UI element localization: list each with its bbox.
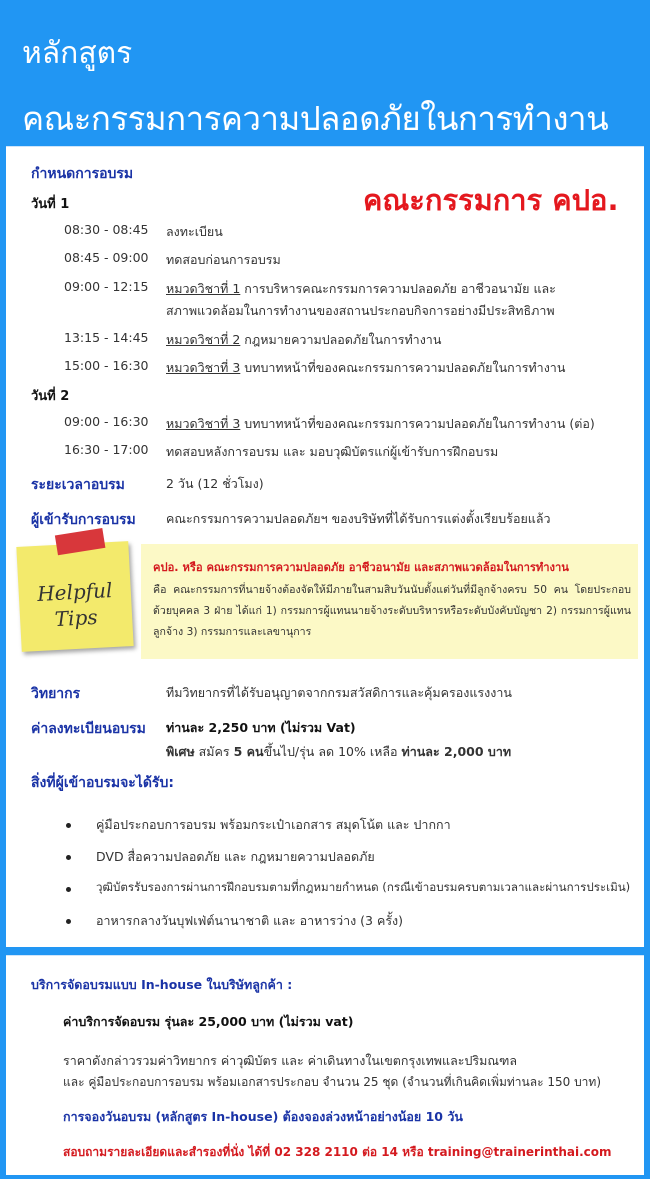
note-line: Helpful: [36, 578, 113, 606]
schedule-heading: กำหนดการอบรม: [31, 166, 134, 182]
fee-regular: ท่านละ 2,250 บาท (ไม่รวม Vat): [166, 720, 356, 735]
unit-label: หมวดวิชาที่ 3: [166, 360, 241, 375]
inhouse-price: ค่าบริการจัดอบรม รุ่นละ 25,000 บาท (ไม่รวม vat): [63, 1014, 354, 1029]
day2-label: วันที่ 2: [31, 389, 70, 404]
schedule-text: หมวดวิชาที่ 2 กฎหมายความปลอดภัยในการทำงาน: [166, 332, 442, 347]
schedule-text: หมวดวิชาที่ 3 บทบาทหน้าที่ของคณะกรรมการความปลอดภัยในการทำงาน: [166, 360, 566, 375]
tips-box: [141, 544, 638, 659]
schedule-time: 16:30 - 17:00: [64, 442, 149, 457]
schedule-text: ทดสอบหลังการอบรม และ มอบวุฒิบัตรแก่ผู้เข้ารับการฝึกอบรม: [166, 444, 499, 459]
bullet-icon: [66, 919, 71, 924]
benefit-item: DVD สื่อความปลอดภัย และ กฎหมายความปลอดภัย: [96, 849, 375, 864]
benefits-heading: สิ่งที่ผู้เข้าอบรมจะได้รับ:: [31, 775, 174, 791]
benefit-item: อาหารกลางวันบุฟเฟ่ต์นานาชาติ และ อาหารว่าง (3 ครั้ง): [96, 913, 404, 928]
inhouse-desc: และ คู่มือประกอบการอบรม พร้อมเอกสารประกอบ จำนวน 25 ชุด (จำนวนที่เกินคิดเพิ่มท่านละ 150 บาท): [63, 1075, 602, 1089]
attendees-value: คณะกรรมการความปลอดภัยฯ ของบริษัทที่ได้รับการแต่งตั้งเรียบร้อยแล้ว: [166, 511, 551, 526]
booking-note: การจองวันอบรม (หลักสูตร In-house) ต้องจองล่วงหน้าอย่างน้อย 10 วัน: [63, 1109, 463, 1124]
unit-label: หมวดวิชาที่ 1: [166, 281, 241, 296]
inhouse-desc: ราคาดังกล่าวรวมค่าวิทยากร ค่าวุฒิบัตร และ ค่าเดินทางในเขตกรุงเทพและปริมณฑล: [63, 1053, 517, 1068]
inhouse-heading: บริการจัดอบรมแบบ In-house ในบริษัทลูกค้า :: [31, 977, 293, 992]
unit-label: หมวดวิชาที่ 3: [166, 416, 241, 431]
day1-label: วันที่ 1: [31, 197, 70, 212]
schedule-time: 09:00 - 12:15: [64, 279, 149, 294]
page-header: [0, 0, 650, 146]
schedule-time: 13:15 - 14:45: [64, 330, 149, 345]
course-label: หลักสูตร: [22, 36, 133, 71]
duration-label: ระยะเวลาอบรม: [31, 477, 125, 493]
note-line: Tips: [54, 604, 99, 632]
schedule-text: ลงทะเบียน: [166, 224, 223, 239]
speaker-value: ทีมวิทยากรที่ได้รับอนุญาตจากกรมสวัสดิการและคุ้มครองแรงงาน: [166, 685, 512, 700]
schedule-time: 08:45 - 09:00: [64, 250, 149, 265]
schedule-time: 08:30 - 08:45: [64, 222, 149, 237]
committee-badge: คณะกรรมการ คปอ.: [363, 183, 619, 217]
bullet-icon: [66, 823, 71, 828]
attendees-label: ผู้เข้ารับการอบรม: [31, 512, 136, 528]
course-title: คณะกรรมการความปลอดภัยในการทำงาน: [22, 99, 609, 138]
fee-special: พิเศษ สมัคร 5 คนขึ้นไป/รุ่น ลด 10% เหลือ ท่านละ 2,000 บาท: [166, 744, 512, 759]
inhouse-panel: [6, 955, 644, 1175]
benefit-item: คู่มือประกอบการอบรม พร้อมกระเป๋าเอกสาร สมุดโน้ต และ ปากกา: [96, 817, 451, 832]
duration-value: 2 วัน (12 ชั่วโมง): [166, 476, 264, 491]
schedule-text-continued: สภาพแวดล้อมในการทำงานของสถานประกอบกิจการอย่างมีประสิทธิภาพ: [166, 303, 555, 318]
unit-label: หมวดวิชาที่ 2: [166, 332, 241, 347]
schedule-text: หมวดวิชาที่ 1 การบริหารคณะกรรมการความปลอดภัย อาชีวอนามัย และ: [166, 281, 556, 296]
helpful-tips-note: [16, 541, 133, 652]
tape-icon: [55, 528, 106, 555]
tips-title: คปอ. หรือ คณะกรรมการความปลอดภัย อาชีวอนามัย และสภาพแวดล้อมในการทำงาน: [153, 561, 569, 574]
bullet-icon: [66, 887, 71, 892]
fee-label: ค่าลงทะเบียนอบรม: [31, 721, 146, 737]
contact-line: สอบถามรายละเอียดและสำรองที่นั่ง ได้ที่ 02 328 2110 ต่อ 14 หรือ training@trainerinthai.com: [63, 1145, 612, 1159]
speaker-label: วิทยากร: [31, 686, 81, 702]
bullet-icon: [66, 855, 71, 860]
schedule-time: 09:00 - 16:30: [64, 414, 149, 429]
schedule-time: 15:00 - 16:30: [64, 358, 149, 373]
schedule-text: หมวดวิชาที่ 3 บทบาทหน้าที่ของคณะกรรมการความปลอดภัยในการทำงาน (ต่อ): [166, 416, 595, 431]
schedule-text: ทดสอบก่อนการอบรม: [166, 252, 281, 267]
benefit-item: วุฒิบัตรรับรองการผ่านการฝึกอบรมตามที่กฎหมายกำหนด (กรณีเข้าอบรมครบตามเวลาและผ่านการประเมิน): [96, 880, 631, 894]
tips-body: คือ คณะกรรมการที่นายจ้างต้องจัดให้มีภายในสามสิบวันนับตั้งแต่วันที่มีลูกจ้างครบ 50 คน โดยประกอบด้วยบุคคล 3 ฝ่าย ได้แก่ 1) กรรมการผู้แทนนายจ้างระดับบริหารหรือระดับบังคับบัญชา 2) กรรมการผู้แทนลูกจ้าง 3) กรรมการและเลขานุการ: [153, 584, 631, 638]
course-details-panel: [6, 146, 644, 947]
